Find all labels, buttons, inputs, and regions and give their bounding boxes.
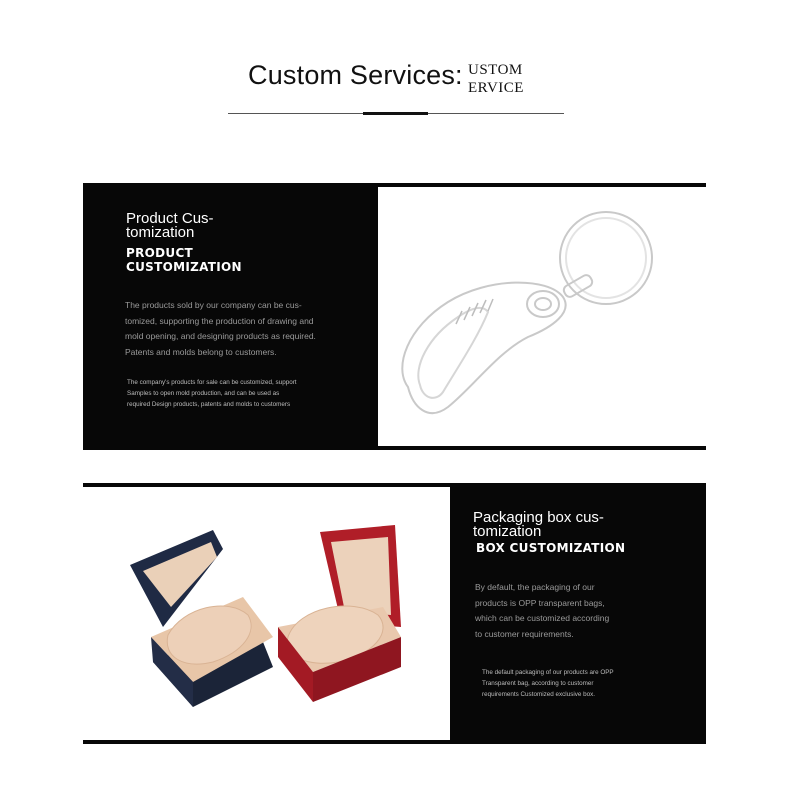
product-heading-line1: PRODUCT [126,246,194,260]
product-description-line: The products sold by our company can be cus- [125,300,302,310]
packaging-note-line: requirements Customized exclusive box. [482,691,596,698]
packaging-description-line: By default, the packaging of our [475,582,595,592]
product-description-line: Patents and molds belong to customers. [125,346,277,357]
header-divider-accent [363,112,428,115]
product-description-line: tomized, supporting the production of drawing and [125,315,314,326]
packaging-description [475,580,685,642]
page-subtitle-line1: USTOM [468,62,523,78]
product-title-line2: tomization [126,224,195,241]
packaging-image-panel [83,487,450,740]
packaging-note [482,667,692,700]
watch-box-image [83,487,450,740]
packaging-heading: BOX CUSTOMIZATION [476,541,626,555]
product-image-panel [378,187,706,446]
product-note-line: required Design products, patents and molds to customers [127,401,291,408]
product-description-line: mold opening, and designing products as required. [125,331,316,341]
product-heading-line2: CUSTOMIZATION [126,260,242,274]
packaging-title-line1: Packaging box cus- [473,509,604,526]
product-title-line1: Product Cus- [126,210,214,227]
keychain-image [378,187,706,446]
page-subtitle [468,61,524,97]
product-note [127,377,367,410]
packaging-description-line: to customer requirements. [475,628,574,639]
product-note-line: The company's products for sale can be customized, support [127,379,297,386]
packaging-note-line: Transparent bag, according to customer [482,680,594,687]
packaging-title [473,511,604,539]
packaging-note-line: The default packaging of our products are OPP [482,669,614,676]
page-title: Custom Services: [248,60,463,90]
product-note-line: Samples to open mold production, and can be used as [127,390,280,397]
product-description [125,298,365,360]
product-heading [126,246,242,274]
page-subtitle-line2: ERVICE [468,80,524,96]
packaging-description-line: products is OPP transparent bags, [475,597,605,608]
packaging-description-line: which can be customized according [475,613,610,623]
product-title [126,212,214,240]
packaging-title-line2: tomization [473,523,542,540]
